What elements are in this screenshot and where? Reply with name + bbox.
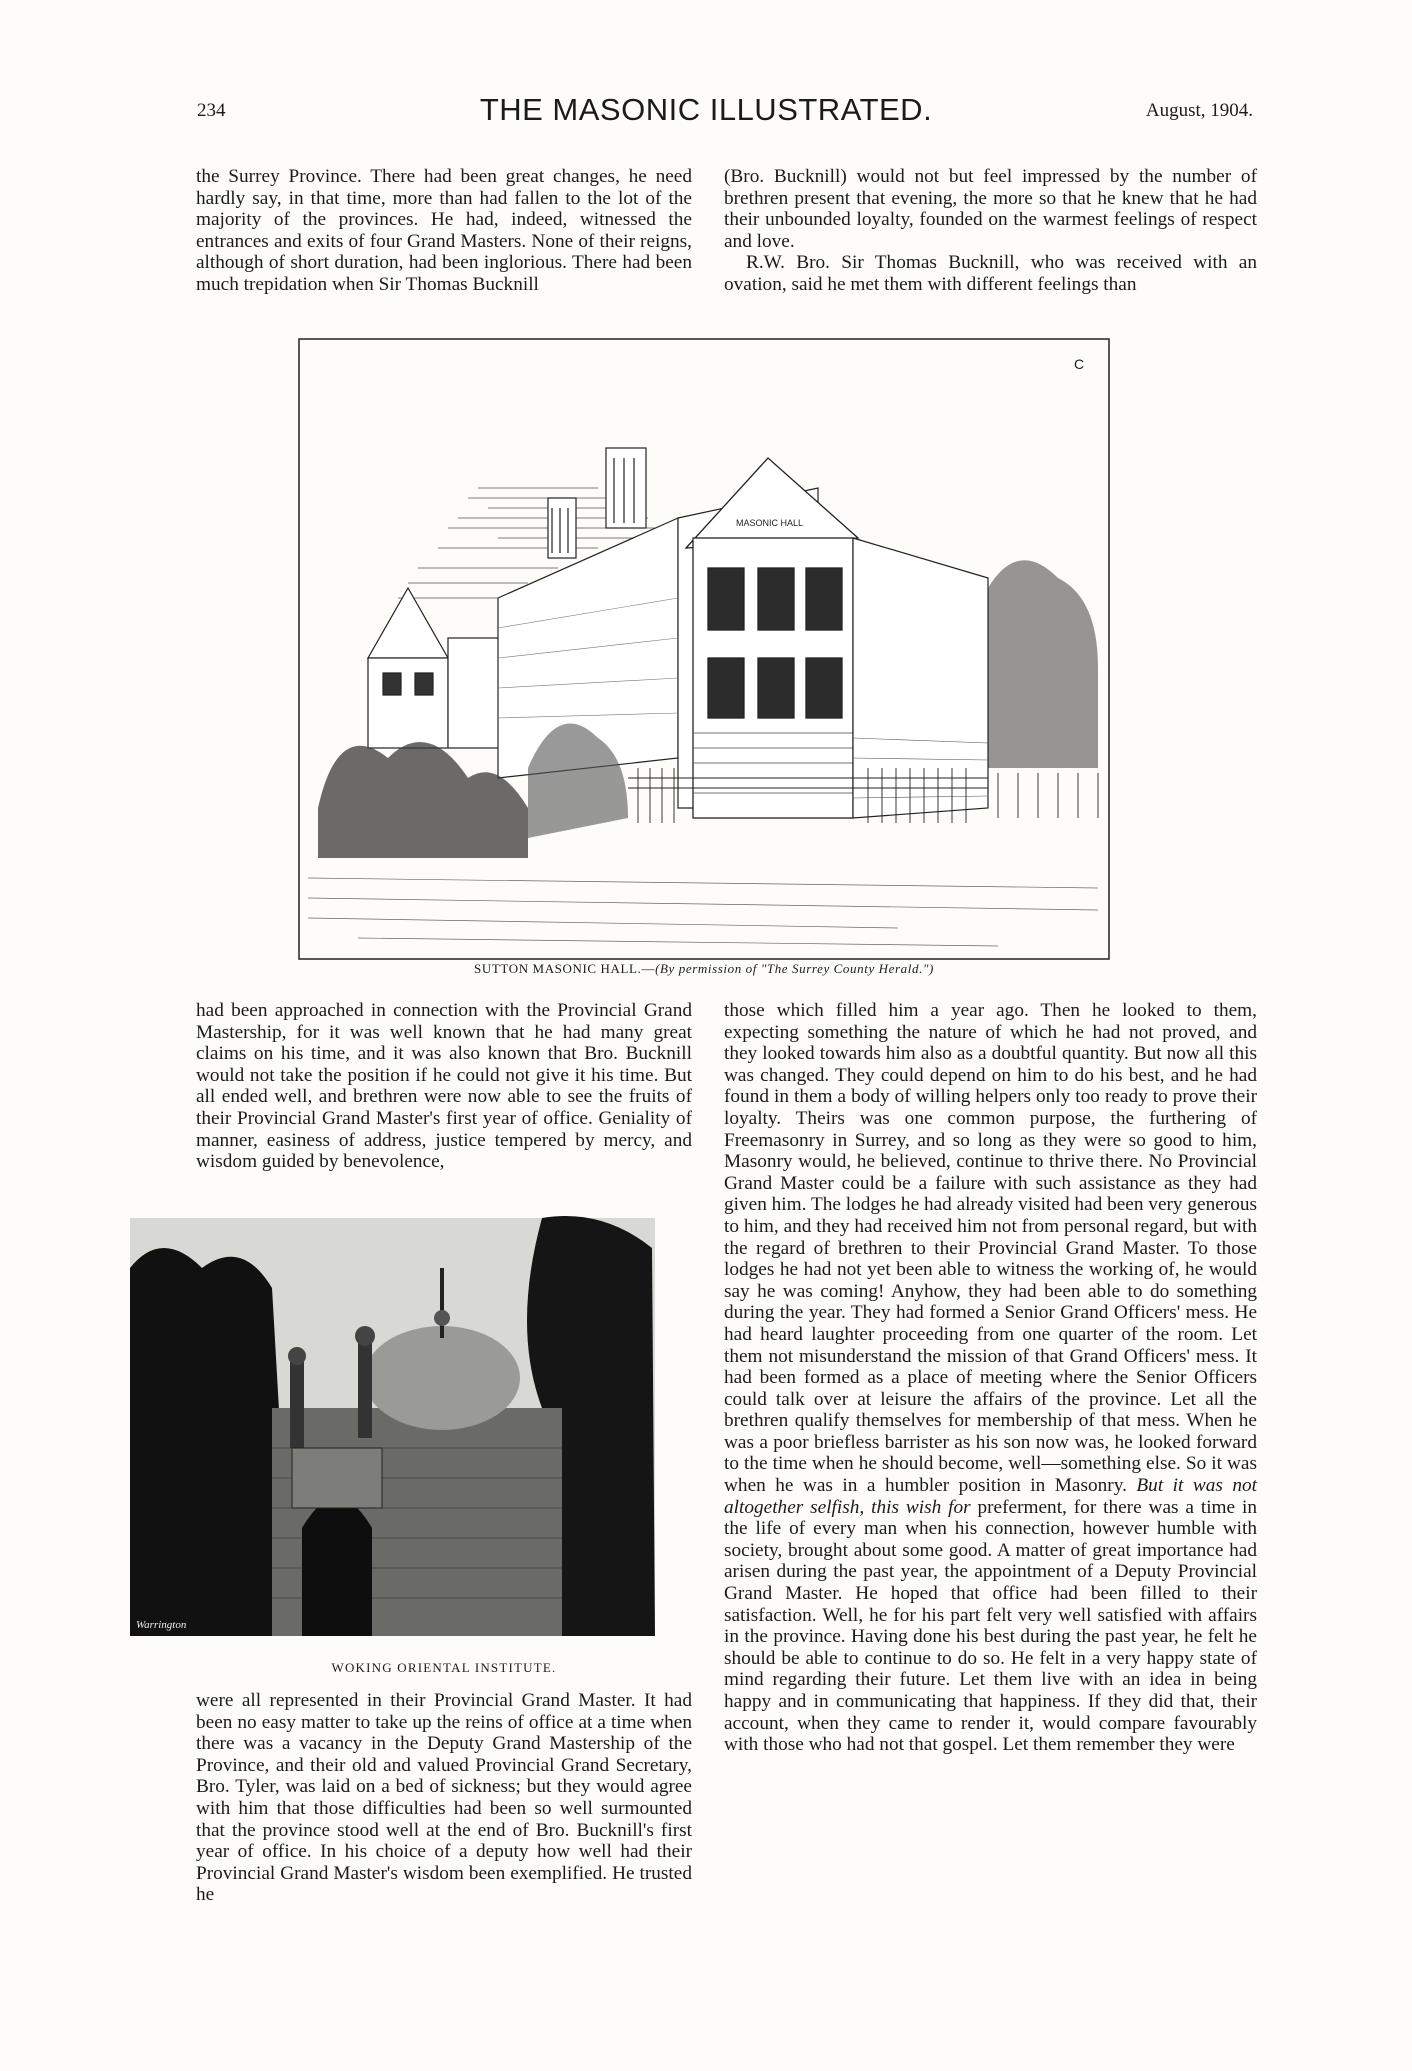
publication-title: THE MASONIC ILLUSTRATED. <box>479 92 933 127</box>
issue-date: August, 1904. <box>1145 100 1253 121</box>
caption-title: SUTTON MASONIC HALL.— <box>474 961 656 976</box>
sutton-hall-caption <box>298 961 1110 977</box>
paragraph-text: preferment, for there was a time in the life of every man when his connection, however humble with society, brought about some good. A matter of great importance had arisen during the past year, the appointment of a Deputy Provincial Grand Master. He hoped that office had been filled to their satisfaction. Well, he for his part felt very well satisfied with affairs in the province. Having done his best during the past year, he felt he should be able to continue to do so. He felt in a very happy state of mind regarding their future. Let them live with an idea in being happy and in communicating that happiness. If they did that, their account, when they came to render it, would compare favourably with those who had not that gospel. Let them remember they were <box>724 1496 1257 1756</box>
figure-mark: C <box>1074 356 1085 372</box>
top-left-column <box>196 166 692 296</box>
caption-credit: (By permission of "The Surrey County Herald.") <box>655 961 934 976</box>
lower-left-column <box>196 1690 692 1906</box>
italic-passage: But it was not altogether selfish, this wish for <box>724 1475 1257 1518</box>
paragraph: R.W. Bro. Sir Thomas Bucknill, who was received with an ovation, said he met them with different feelings than <box>724 252 1257 295</box>
sutton-masonic-hall-illustration <box>298 338 1110 960</box>
page-header <box>0 92 1412 132</box>
right-column <box>724 1000 1257 1756</box>
paragraph <box>724 1000 1257 1756</box>
top-right-column <box>724 166 1257 296</box>
paragraph: (Bro. Bucknill) would not but feel impressed by the number of brethren present that evening, the more so that he knew that he had their unbounded loyalty, founded on the warmest feelings of respect and love. <box>724 166 1257 252</box>
paragraph: were all represented in their Provincial Grand Master. It had been no easy matter to take up the reins of office at a time when there was a vacancy in the Deputy Grand Mastership of the Province, and their old and valued Provincial Grand Secretary, Bro. Tyler, was laid on a bed of sickness; but they would agree with him that those difficulties had been so well surmounted that the province stood well at the end of Bro. Bucknill's first year of office. In his choice of a deputy how well had their Provincial Grand Master's wisdom been exemplified. He trusted he <box>196 1690 692 1906</box>
paragraph: had been approached in connection with the Provincial Grand Mastership, for it was well known that he had many great claims on his time, and it was also known that Bro. Bucknill would not take the position if he could not give it his time. But all ended well, and brethren were now able to see the fruits of their Provincial Grand Master's first year of office. Geniality of manner, easiness of address, justice tempered by mercy, and wisdom guided by benevolence, <box>196 1000 692 1173</box>
page-number: 234 <box>197 100 226 121</box>
paragraph: the Surrey Province. There had been great changes, he need hardly say, in that time, more than had fallen to the lot of the majority of the provinces. He had, indeed, witnessed the entrances and exits of four Grand Masters. None of their reigns, although of short duration, had been inglorious. There had been much trepidation when Sir Thomas Bucknill <box>196 166 692 295</box>
middle-left-column <box>196 1000 692 1173</box>
woking-oriental-institute-photo <box>122 1208 660 1644</box>
woking-institute-caption: WOKING ORIENTAL INSTITUTE. <box>331 1660 557 1675</box>
masonic-hall-sign: MASONIC HALL <box>736 518 804 528</box>
photo-signature: Warrington <box>136 1619 187 1631</box>
paragraph-text: those which filled him a year ago. Then he looked to them, expecting something the nature of which he had not proved, and they looked towards him also as a doubtful quantity. But now all this was changed. They could depend on him to do his best, and he had found in them a body of willing helpers only too ready to prove their loyalty. Theirs was one common purpose, the furthering of Freemasonry in Surrey, and so long as they were so good to him, Masonry would, he believed, continue to thrive there. No Provincial Grand Master could be a failure with such assistance as they had given him. The lodges he had already visited had been very generous to him, and they had received him not from personal regard, but with the regard of brethren to their Provincial Grand Master. To those lodges he had not yet been able to witness the working of, he would say he was coming! Anyhow, they had been able to do something during the year. They had formed a Senior Grand Officers' mess. He had heard laughter proceeding from one quarter of the room. Let them not misunderstand the mission of that Grand Officers' mess. It had been formed as a place of meeting where the Senior Officers could talk over at leisure the affairs of the province. Let all the brethren qualify themselves for membership of that mess. When he was a poor briefless barrister as his son now was, he looked forward to the time when he should become, well—something else. So it was when he was in a humbler position in Masonry. <box>724 1000 1257 1497</box>
